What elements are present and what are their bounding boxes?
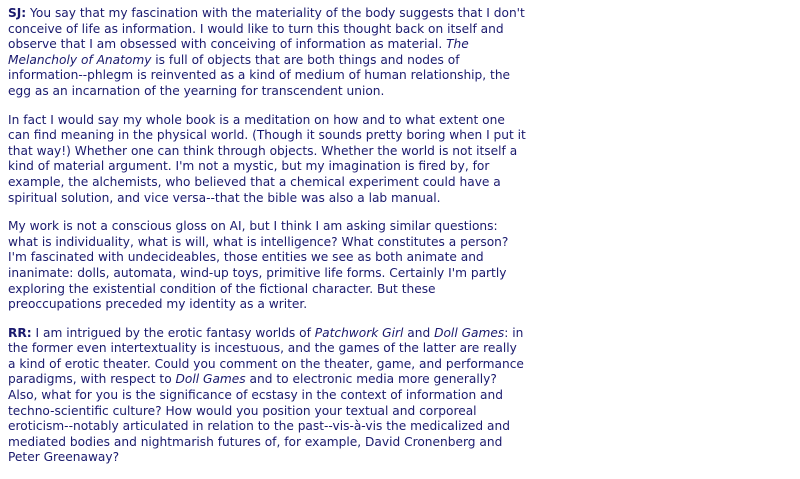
paragraph-text: I am intrigued by the erotic fantasy worlds of — [31, 325, 315, 340]
speaker-label-rr: RR: — [8, 325, 32, 340]
interview-text — [8, 6, 528, 479]
work-title: Doll Games — [434, 325, 505, 340]
paragraph-text: and to electronic media more generally? Also, what for you is the significance of ecstasy in the context of information and techno-scientific culture? How would you position your textual and corporeal eroticism--notably articulated in relation to the past--vis-à-vis the medicalized and mediated bodies and nightmarish futures of, for example, David Cronenberg and Peter Greenaway? — [8, 372, 510, 465]
paragraph-text: You say that my fascination with the materiality of the body suggests that I don't conceive of life as information. I would like to turn this thought back on itself and observe that I am obsessed with conceiving of information as material. — [8, 6, 525, 52]
paragraph-text: My work is not a conscious gloss on AI, but I think I am asking similar questions: what is individuality, what is will, what is intelligence? What constitutes a person? I'm fascinated with undecideables, those entities we see as both animate and inanimate: dolls, automata, wind-up toys, primitive life forms. Certainly I'm partly exploring the existential condition of the fictional character. But these preoccupations preceded my identity as a writer. — [8, 219, 509, 312]
book-title: The Melancholy of Anatomy — [8, 37, 469, 67]
paragraph-sj-answer — [8, 6, 528, 100]
paragraph-text: is full of objects that are both things and nodes of information--phlegm is reinvented as a kind of medium of human relationship, the egg as an incarnation of the yearning for transcendent union. — [8, 52, 511, 98]
paragraph-meditation — [8, 113, 528, 207]
work-title: Patchwork Girl — [314, 325, 404, 340]
paragraph-text: In fact I would say my whole book is a meditation on how and to what extent one can find meaning in the physical world. (Though it sounds pretty boring when I put it that way!) Whether one can think through objects. Whether the world is not itself a kind of material argument. I'm not a mystic, but my imagination is fired by, for example, the alchemists, who believed that a chemical experiment could have a spiritual solution, and vice versa--that the bible was also a lab manual. — [8, 112, 526, 205]
speaker-label-sj: SJ: — [8, 6, 27, 20]
work-title: Doll Games — [175, 372, 246, 387]
paragraph-text: : in the former even intertextuality is incestuous, and the games of the latter are really a kind of erotic theater. Could you comment on the theater, game, and performance paradigms, with respect to — [8, 325, 524, 387]
paragraph-rr-question — [8, 326, 528, 466]
paragraph-ai — [8, 219, 528, 313]
paragraph-text: and — [403, 325, 435, 340]
